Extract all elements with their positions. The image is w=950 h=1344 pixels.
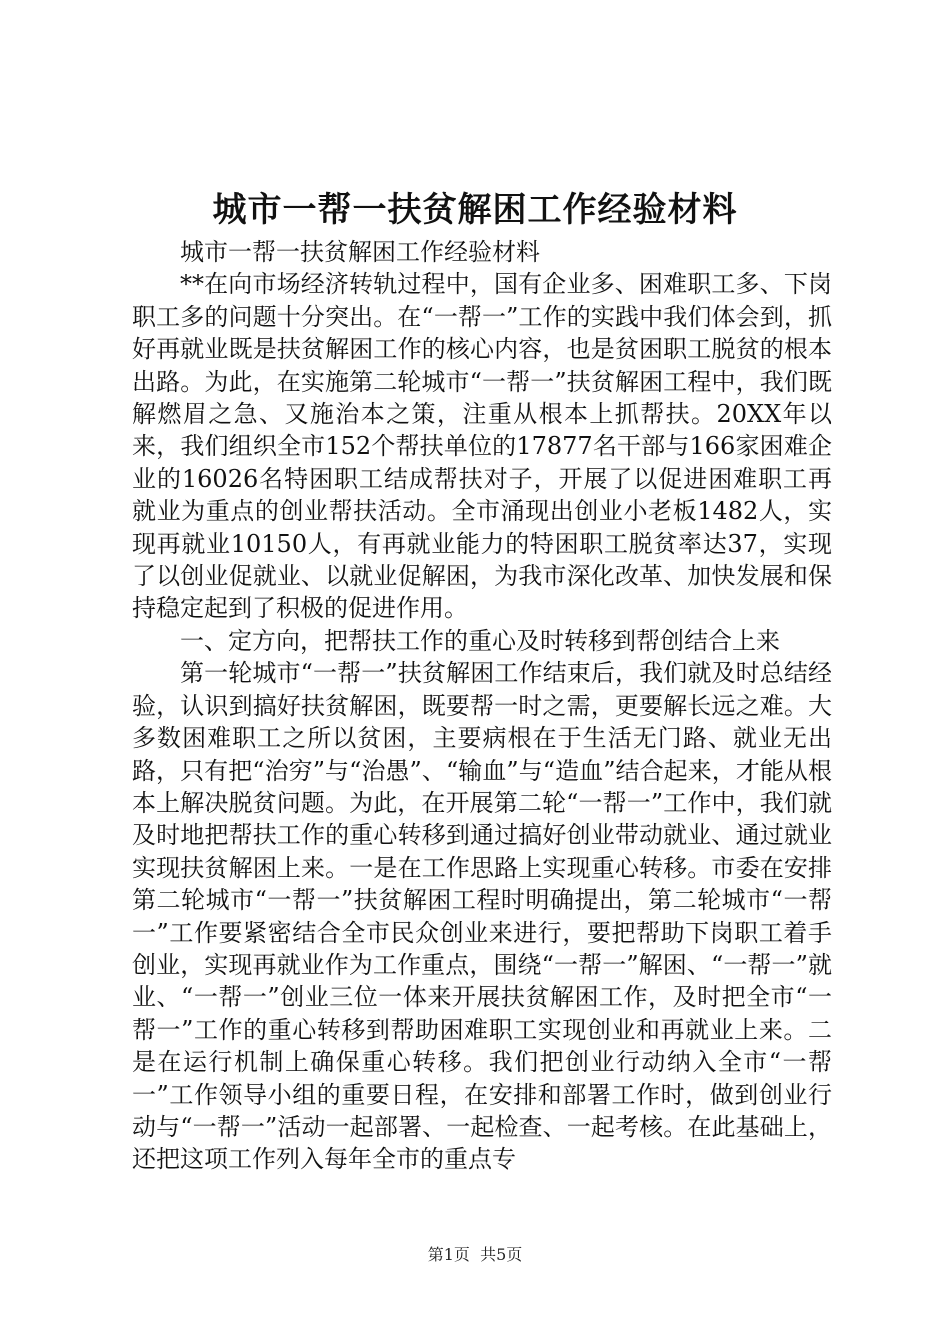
- footer-spacer: [470, 1245, 480, 1264]
- page-number: 第1页: [427, 1245, 470, 1264]
- section-heading-1: 一、定方向，把帮扶工作的重心及时转移到帮创结合上来: [180, 626, 780, 655]
- paragraph-subtitle: 城市一帮一扶贫解困工作经验材料: [180, 238, 540, 266]
- paragraph-intro: **在向市场经济转轨过程中，国有企业多、困难职工多、下岗职工多的问题十分突出。在“一帮一”工作的实践中我们体会到，抓好再就业既是扶贫解困工作的核心内容，也是贫困职工脱贫的根本出路。为此，在实施第二轮城市“一帮一”扶贫解困工程中，我们既解燃眉之急、又施治本之策，注重从根本上抓帮扶。20XX年以来，我们组织全市152个帮扶单位的17877名干部与166家困难企业的16026名特困职工结成帮扶对子，开展了以促进困难职工再就业为重点的创业帮扶活动。全市涌现出创业小老板1482人，实现再就业10150人，有再就业能力的特困职工脱贫率达37，实现了以创业促就业、以就业促解困，为我市深化改革、加快发展和保持稳定起到了积极的促进作用。: [132, 270, 832, 623]
- document-title: 城市一帮一扶贫解困工作经验材料: [212, 190, 738, 230]
- document-body: [132, 236, 832, 1176]
- paragraph-section-1: 第一轮城市“一帮一”扶贫解困工作结束后，我们就及时总结经验，认识到搞好扶贫解困，既要帮一时之需，更要解长远之难。大多数困难职工之所以贫困，主要病根在于生活无门路、就业无出路，只有把“治穷”与“治愚”、“输血”与“造血”结合起来，才能从根本上解决脱贫问题。为此，在开展第二轮“一帮一”工作中，我们就及时地把帮扶工作的重心转移到通过搞好创业带动就业、通过就业实现扶贫解困上来。一是在工作思路上实现重心转移。市委在安排第二轮城市“一帮一”扶贫解困工程时明确提出，第二轮城市“一帮一”工作要紧密结合全市民众创业来进行，要把帮助下岗职工着手创业，实现再就业作为工作重点，围绕“一帮一”解困、“一帮一”就业、“一帮一”创业三位一体来开展扶贫解困工作，及时把全市“一帮一”工作的重心转移到帮助困难职工实现创业和再就业上来。二是在运行机制上确保重心转移。我们把创业行动纳入全市“一帮一”工作领导小组的重要日程，在安排和部署工作时，做到创业行动与“一帮一”活动一起部署、一起检查、一起考核。在此基础上，还把这项工作列入每年全市的重点专: [132, 659, 832, 1174]
- page-footer: [0, 1244, 950, 1266]
- page-total: 共5页: [480, 1245, 523, 1264]
